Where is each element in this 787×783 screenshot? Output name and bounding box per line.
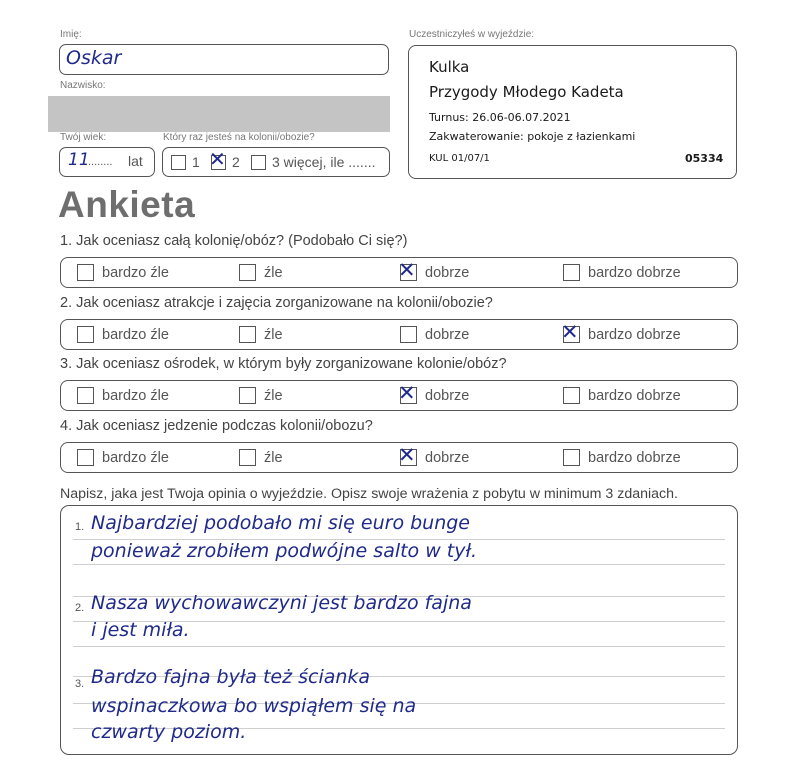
question-text: Jak oceniasz całą kolonię/obóz? (Podobało Ci się?): [76, 233, 408, 249]
checkbox[interactable]: [563, 264, 580, 281]
question-text: Jak oceniasz ośrodek, w którym były zorganizowane kolonie/obóz?: [76, 356, 507, 372]
surname-label: Nazwisko:: [60, 80, 106, 91]
checkbox[interactable]: [398, 258, 417, 282]
option-3-4[interactable]: [563, 386, 681, 405]
option-2-3[interactable]: [400, 325, 469, 344]
option-label: źle: [264, 449, 283, 466]
option-label: bardzo dobrze: [588, 264, 681, 281]
option-4-4[interactable]: [563, 448, 681, 467]
age-dots: ........: [88, 156, 113, 168]
question-4: [60, 418, 373, 434]
times-label: Który raz jesteś na kolonii/obozie?: [163, 132, 315, 143]
opinion-3-line-2: wspinaczkowa bo wspiąłem się na: [91, 695, 417, 717]
trip-accommodation: Zakwaterowanie: pokoje z łazienkami: [429, 130, 636, 143]
option-1-3[interactable]: [398, 258, 470, 282]
checkbox[interactable]: [400, 326, 417, 343]
opinion-num-3: 3.: [75, 678, 85, 690]
option-4-2[interactable]: [239, 448, 283, 467]
opinion-3-line-3: czwarty poziom.: [91, 721, 247, 743]
name-field[interactable]: [59, 44, 389, 75]
opinion-prompt: Napisz, jaka jest Twoja opinia o wyjeździe. Opisz swoje wrażenia z pobytu w minimum 3 zdaniach.: [60, 486, 678, 502]
checkbox[interactable]: [239, 387, 256, 404]
option-label: dobrze: [425, 449, 470, 466]
check-mark: ✕: [398, 381, 416, 405]
check-mark: ✕: [398, 443, 416, 467]
answer-row-2: [60, 319, 738, 350]
opinion-2-line-2: i jest miła.: [91, 619, 190, 641]
name-value: Oskar: [66, 47, 122, 69]
option-3-3[interactable]: [398, 381, 470, 405]
question-text: Jak oceniasz atrakcje i zajęcia zorganizowane na kolonii/obozie?: [76, 295, 493, 311]
checkbox[interactable]: [77, 449, 94, 466]
option-2-4[interactable]: [561, 320, 681, 344]
name-label: Imię:: [60, 29, 82, 40]
trip-name: Przygody Młodego Kadeta: [429, 83, 624, 101]
opinion-num-2: 2.: [75, 602, 85, 614]
option-label: bardzo dobrze: [588, 326, 681, 343]
opinion-2-line-1: Nasza wychowawczyni jest bardzo fajna: [91, 592, 472, 614]
times-opt3-label: 3 więcej, ile .......: [272, 154, 376, 170]
surname-redacted: [48, 96, 390, 132]
age-label: Twój wiek:: [60, 132, 107, 143]
checkbox[interactable]: [239, 449, 256, 466]
opinion-3-line-1: Bardzo fajna była też ścianka: [91, 666, 371, 688]
option-label: bardzo dobrze: [588, 449, 681, 466]
trip-code: KUL 01/07/1: [429, 153, 490, 164]
option-label: dobrze: [425, 326, 470, 343]
times-opt2-label: 2: [232, 154, 240, 170]
checkbox[interactable]: [561, 320, 580, 344]
age-value: 11: [68, 150, 90, 170]
times-check-mark: ✕: [209, 149, 226, 171]
option-label: bardzo źle: [102, 326, 169, 343]
checkbox[interactable]: [563, 449, 580, 466]
question-text: Jak oceniasz jedzenie podczas kolonii/obozu?: [76, 418, 373, 434]
checkbox[interactable]: [239, 326, 256, 343]
option-label: dobrze: [425, 264, 470, 281]
question-3: [60, 356, 507, 372]
option-4-3[interactable]: [398, 443, 470, 467]
answer-row-4: [60, 442, 738, 473]
times-opt1-label: 1: [192, 154, 200, 170]
check-mark: ✕: [561, 320, 579, 344]
option-label: bardzo dobrze: [588, 387, 681, 404]
checkbox[interactable]: [77, 387, 94, 404]
option-1-1[interactable]: [77, 263, 169, 282]
option-1-2[interactable]: [239, 263, 283, 282]
answer-row-1: [60, 257, 738, 288]
checkbox[interactable]: [239, 264, 256, 281]
question-1: [60, 233, 407, 249]
checkbox[interactable]: [398, 381, 417, 405]
question-number: 4.: [60, 418, 73, 434]
option-3-1[interactable]: [77, 386, 169, 405]
trip-location: Kulka: [429, 58, 470, 76]
checkbox[interactable]: [398, 443, 417, 467]
checkbox[interactable]: [77, 264, 94, 281]
check-mark: ✕: [398, 258, 416, 282]
option-2-1[interactable]: [77, 325, 169, 344]
question-number: 1.: [60, 233, 73, 249]
option-label: dobrze: [425, 387, 470, 404]
trip-info-box: [408, 45, 737, 179]
times-checkbox-3[interactable]: [251, 155, 266, 170]
page-title: Ankieta: [58, 184, 196, 225]
trip-number: 05334: [685, 152, 724, 165]
age-unit: lat: [128, 153, 143, 169]
trip-turnus: Turnus: 26.06-06.07.2021: [429, 111, 571, 124]
answer-row-3: [60, 380, 738, 411]
checkbox[interactable]: [77, 326, 94, 343]
trip-label: Uczestniczyłeś w wyjeździe:: [409, 29, 535, 40]
option-2-2[interactable]: [239, 325, 283, 344]
opinion-num-1: 1.: [75, 521, 85, 533]
option-4-1[interactable]: [77, 448, 169, 467]
checkbox[interactable]: [563, 387, 580, 404]
option-label: bardzo źle: [102, 387, 169, 404]
question-number: 2.: [60, 295, 73, 311]
option-label: źle: [264, 387, 283, 404]
question-2: [60, 295, 493, 311]
option-label: źle: [264, 326, 283, 343]
times-checkbox-2[interactable]: [209, 149, 226, 171]
times-field[interactable]: [162, 147, 390, 177]
opinion-1-line-2: ponieważ zrobiłem podwójne salto w tył.: [91, 540, 477, 562]
times-checkbox-1[interactable]: [171, 155, 186, 170]
option-label: źle: [264, 264, 283, 281]
option-label: bardzo źle: [102, 449, 169, 466]
option-label: bardzo źle: [102, 264, 169, 281]
opinion-1-line-1: Najbardziej podobało mi się euro bunge: [91, 512, 470, 534]
question-number: 3.: [60, 356, 73, 372]
age-field[interactable]: [59, 147, 155, 177]
option-3-2[interactable]: [239, 386, 283, 405]
opinion-text-area[interactable]: [60, 505, 738, 755]
option-1-4[interactable]: [563, 263, 681, 282]
